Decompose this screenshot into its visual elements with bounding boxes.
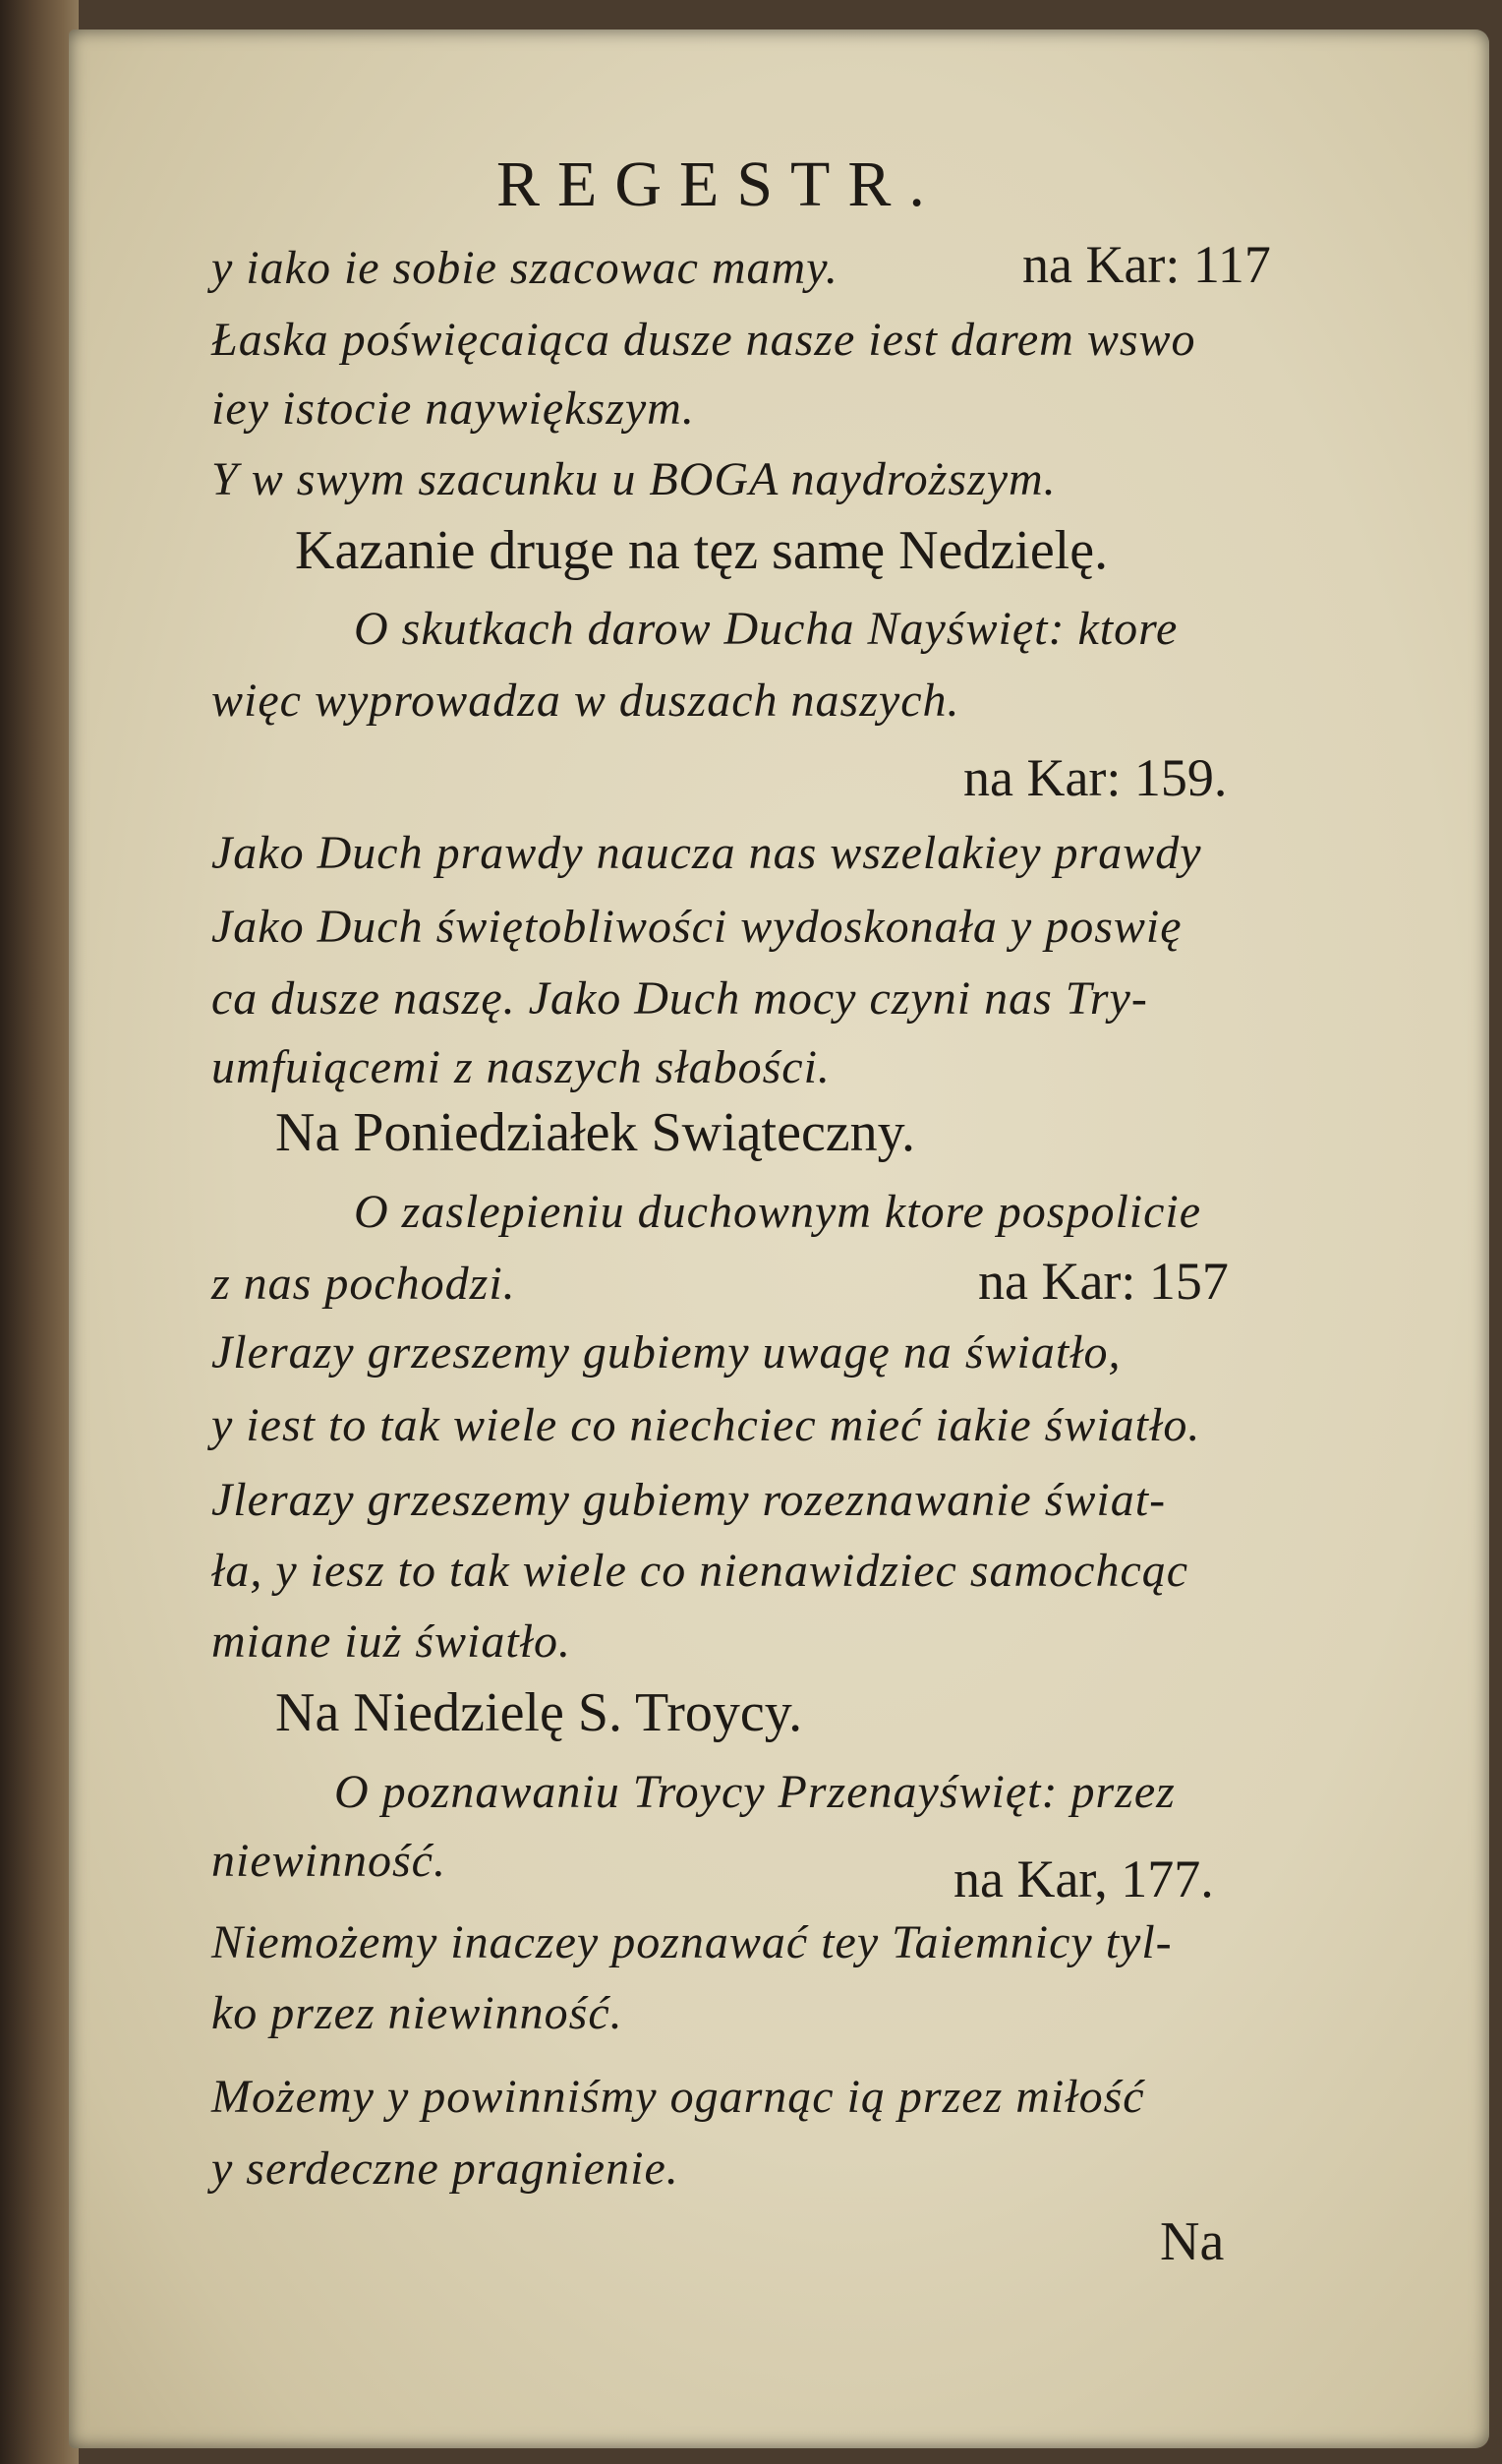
section-heading: Kazanie druge na tęz samę Nedzielę. [295,520,1109,581]
text-line: umfuiącemi z naszych słabości. [211,1041,831,1093]
text-line: Jako Duch prawdy naucza nas wszelakiey prawdy [211,827,1202,879]
text-line: y iest to tak wiele co niechciec mieć iakie światło. [211,1399,1201,1451]
text-line: O skutkach darow Ducha Nayświęt: ktore [354,603,1179,655]
text-line: ko przez niewinność. [211,1987,623,2039]
text-line: y serdeczne pragnienie. [211,2142,679,2195]
text-line: niewinność. [211,1835,446,1887]
catchword: Na [1160,2211,1225,2272]
text-line: Możemy y powinniśmy ogarnąc ią przez miłość [211,2071,1145,2123]
text-line: z nas pochodzi. [211,1258,516,1310]
text-line: O poznawaniu Troycy Przenayświęt: przez [334,1766,1176,1818]
section-heading: Na Poniedziałek Swiąteczny. [275,1102,916,1163]
section-heading: Na Niedzielę S. Troycy. [275,1682,803,1743]
text-line: Jlerazy grzeszemy gubiemy uwagę na światło, [211,1326,1122,1379]
book-page [69,29,1489,2448]
page-reference: na Kar: 159. [963,748,1228,807]
page-title: REGESTR. [496,148,943,220]
text-line: więc wyprowadza w duszach naszych. [211,675,960,727]
text-line: Jlerazy grzeszemy gubiemy rozeznawanie świat- [211,1474,1167,1526]
page-reference: na Kar, 177. [953,1849,1214,1908]
text-line: miane iuż światło. [211,1615,572,1668]
text-line: Jako Duch świętobliwości wydoskonała y poswię [211,901,1183,953]
text-line: Y w swym szacunku u BOGA naydroższym. [211,453,1057,505]
text-line: ła, y iesz to tak wiele co nienawidziec samochcąc [211,1545,1189,1597]
book-binding-edge [0,0,79,2464]
text-line: ca dusze naszę. Jako Duch mocy czyni nas Try- [211,972,1148,1025]
page-reference: na Kar: 157 [978,1252,1229,1311]
text-line: y iako ie sobie szacowac mamy. [211,242,838,294]
text-line: Łaska poświęcaiąca dusze nasze iest darem wswo [211,314,1196,366]
text-line: Niemożemy inaczey poznawać tey Taiemnicy tyl- [211,1916,1173,1968]
text-line: O zaslepieniu duchownym ktore pospolicie [354,1186,1202,1238]
text-line: iey istocie naywiększym. [211,382,695,435]
page-reference: na Kar: 117 [1022,235,1271,294]
